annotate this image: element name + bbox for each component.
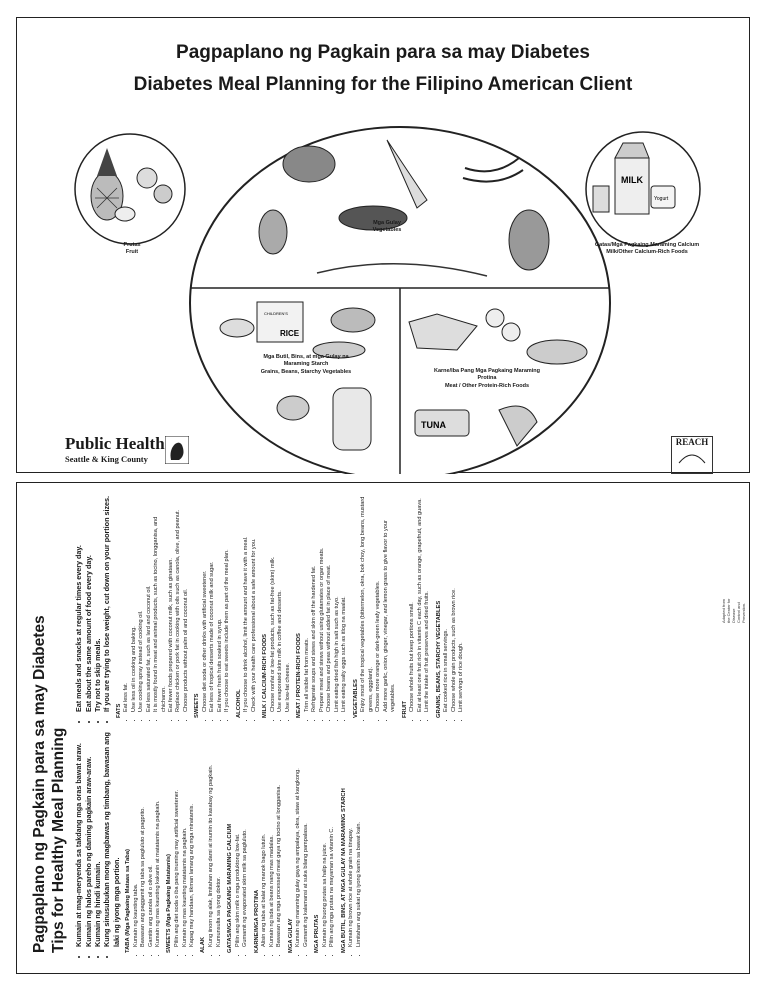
vegetables-label: [357, 220, 417, 235]
section-list: [304, 493, 349, 718]
section-heading: MGA BUTIL, BINS, AT MGA GULAY NA MARAMING STARCH: [340, 788, 347, 953]
section-item: • Choose diet soda or other drinks with artificial sweetener.: [202, 493, 209, 712]
lead-item: • Kumain at mag-meryenda sa takdang mga oras bawat araw.: [74, 728, 83, 947]
bread-icon: [277, 396, 309, 420]
section-item: • Limit eating dried fish high in salt such as tuyo.: [334, 493, 341, 712]
section-item: • Limitahan ang sukat ng iyong kanin sa bawat kain.: [356, 728, 363, 947]
section-item: • Kung iinom ng alak, limitahan ang dami at inumin ito kasabay ng pagkain.: [208, 728, 215, 947]
section-heading: VEGETABLES: [352, 679, 359, 718]
grains-label: [251, 354, 361, 376]
section-heading: GRAINS, BEANS, STARCHY VEGETABLES: [435, 600, 442, 718]
reach-logo: [671, 436, 713, 474]
reach-logo-icon: [677, 447, 707, 465]
egg-icon: [486, 309, 504, 327]
section-heading: SWEETS: [194, 693, 201, 718]
mango-icon: [115, 207, 135, 221]
section-item: • Eat at least one fruit rich in vitamin C each day, such as orange, grapefruit, and guava.: [417, 493, 424, 712]
lead-item: • Kumain ng hindi kumain.: [93, 728, 102, 947]
yogurt-label: Yogurt: [654, 196, 669, 202]
section-item: • Piliin ang diet soda o iba pang inuming may artificial sweetener.: [174, 728, 181, 947]
section-item: • Limit the intake of fruit preserves and dried fruits.: [424, 493, 431, 712]
section-item: • Eat cooked rice in small servings.: [443, 493, 450, 712]
glass-icon: [593, 186, 609, 212]
section-list: [235, 728, 250, 953]
fish-steak-icon: [527, 340, 587, 364]
section-heading: TABA (Mga Pagkaing Mataas sa Taba): [124, 849, 131, 953]
fruit-label-english: Fruit: [125, 249, 139, 256]
section-heading: ALCOHOL: [235, 689, 242, 718]
section-item: • Piliin ang mga prutas na mayaman sa vitamin C.: [329, 728, 336, 947]
section-heading: SWEETS (Mga Pagkaing Matatamis): [166, 854, 173, 953]
section-item: • Limit servings of rice dough.: [458, 493, 465, 712]
orange-icon: [137, 168, 157, 188]
section-item: • Kumain ng isda at beans nang mas madalas.: [269, 728, 276, 947]
meat-label-english: Meat / Other Protein-Rich Foods: [444, 382, 530, 389]
grains-label-tagalog: Mga Butil, Bins, at mga Gulay na Maraming Starch: [263, 354, 349, 368]
section-item: • Choose nonfat or low-fat products, such as fat-free (skim) milk.: [270, 493, 277, 712]
section-item: • Eat fewer foods prepared with coconut milk, such as ginataan.: [168, 493, 175, 712]
egg-icon: [502, 323, 520, 341]
section-list: [409, 493, 431, 718]
section-item: • Limit eating salty eggs such as itlog na maalat.: [341, 493, 348, 712]
fruit-label-tagalog: Prutas: [123, 242, 141, 248]
vegetables-label-tagalog: Mga Gulay: [373, 220, 401, 226]
tagalog-lead-list: [74, 728, 121, 953]
section-list: [208, 728, 223, 953]
section-item: • Use evaporated skim milk in coffee and desserts.: [277, 493, 284, 712]
tips-title-tagalog: Pagpaplano ng Pagkain para sa may Diabetes: [31, 615, 48, 953]
section-item: • Gamitin ang canola oil o olive oil.: [148, 728, 155, 947]
english-column: [74, 493, 465, 718]
section-list: [202, 493, 232, 718]
section-item: • Kumain ng kaunting taba.: [133, 728, 140, 947]
section-item: • Choose more orange or dark-green leafy vegetables.: [375, 493, 382, 712]
cabbage-icon: [283, 146, 335, 182]
section-heading: FRUIT: [401, 700, 408, 718]
lead-item: • Eat meals and snacks at regular times every day.: [74, 493, 83, 712]
section-list: [270, 493, 292, 718]
lead-item: • If you are trying to lose weight, cut down on your portion sizes.: [102, 493, 111, 712]
section-heading: GATAS/MGA PAGKAING MARAMING CALCIUM: [227, 823, 234, 953]
section-item: • Gumamit ng kalamansi at suka bilang pampalasa.: [303, 728, 310, 947]
section-item: • Enjoy most of the tropical vegetables (bittermelon, okra, bok choy, long beans, mustard greens, eggplant).: [360, 493, 375, 712]
section-item: • Choose products without palm oil and coconut oil.: [183, 493, 190, 712]
section-item: • Gumamit ng evaporated skim milk sa pagluluto.: [242, 728, 249, 947]
section-item: • Trim all visible fat from meats.: [304, 493, 311, 712]
section-list: [295, 728, 310, 953]
tips-sheet-content: [17, 483, 747, 971]
section-list: [443, 493, 465, 718]
section-item: • Use less oil in cooking and baking.: [131, 493, 138, 712]
apple-icon: [154, 185, 172, 203]
fruit-label: [107, 242, 157, 257]
poster-title-tagalog: Pagpaplano ng Pagkain para sa may Diabetes: [176, 42, 590, 63]
section-list: [174, 728, 196, 953]
section-item: • Bawasan ang mga processed meat gaya ng tocino at longganisa.: [276, 728, 283, 947]
section-item: • Eat less fat.: [123, 493, 130, 712]
section-item: • Piliin ang skim milk o mga produktong low-fat.: [235, 728, 242, 947]
meal-plan-poster: [16, 17, 750, 473]
section-heading: FATS: [115, 703, 122, 718]
tagalog-sections: [125, 728, 363, 953]
taro-icon: [331, 308, 375, 332]
logo-title: Public Health: [65, 434, 165, 453]
tips-title-english: Tips for Healthy Meal Planning: [49, 727, 67, 953]
section-item: • If you choose to drink alcohol, limit the amount and have it with a meal.: [243, 493, 250, 712]
tips-title: [31, 493, 68, 953]
section-item: • Choose whole fruits but keep portions small.: [409, 493, 416, 712]
lead-item: • Kumain ng halos pareho ng daming pagkain araw-araw.: [84, 728, 93, 947]
section-list: [123, 493, 190, 718]
public-health-logo: [65, 434, 165, 464]
section-item: • Kumain ng mas kaunting matatamis na pagkain.: [182, 728, 189, 947]
section-heading: MGA GULAY: [287, 918, 294, 953]
milk-carton-label: MILK: [621, 175, 643, 185]
rice-bag-brand: CHILDREN'S: [264, 311, 288, 316]
section-item: • Prepare meat and stews without using glutamates or organ meats.: [319, 493, 326, 712]
section-list: [348, 728, 363, 953]
section-item: • Kumunsulta sa iyong doktor.: [216, 728, 223, 947]
section-item: • Refrigerate soups and stews and skim off the hardened fat.: [311, 493, 318, 712]
english-lead-list: [74, 493, 111, 718]
section-item: • Use low-fat cheese.: [285, 493, 292, 712]
section-item: • If you choose to eat sweets include them as part of the meal plan.: [224, 493, 231, 712]
meat-label: [427, 368, 547, 390]
section-item: • Bawasan ang paggamit ng taba sa pagluluto at pagprito.: [140, 728, 147, 947]
milk-label-english: Milk/Other Calcium-Rich Foods: [606, 249, 688, 256]
section-item: • Alisin ang taba at balat ng manok bago lutuin.: [261, 728, 268, 947]
section-item: • Kapag may handaan, tikman lamang ang mga minatamis.: [189, 728, 196, 947]
english-sections: [116, 493, 466, 718]
noodles-icon: [333, 388, 371, 450]
section-item: • Kumain ng buong prutas sa halip na juice.: [322, 728, 329, 947]
reach-logo-text: REACH: [675, 437, 709, 447]
section-item: • Kumain ng brown rice at whole grain na tinapay.: [348, 728, 355, 947]
milk-label-tagalog: Gatas/Mga Pagkaing Maraming Calcium: [594, 242, 700, 248]
section-item: • It is mostly found in meat and animal products, such as tocino, longganisa, and chicharon.: [153, 493, 168, 712]
section-item: • Kumain ng mas kaunting kakanin at matatamis na pagkain.: [155, 728, 162, 947]
fine-print: Adapted from the Center for Disease Control and Prevention.: [721, 598, 746, 623]
bok-choy-icon: [509, 210, 549, 270]
tuna-can-label: TUNA: [421, 420, 446, 430]
vegetables-label-english: Vegetables: [372, 227, 402, 234]
meat-label-tagalog: Karne/Iba Pang Mga Pagkaing Maraming Protina: [433, 368, 541, 382]
section-item: • Add more garlic, onion, ginger, vinegar, and lemon grass to give flavor to your vegetables.: [383, 493, 398, 712]
bitter-melon-icon: [259, 210, 287, 254]
section-item: • Eat fewer fresh fruits soaked in syrup.: [217, 493, 224, 712]
rice-bag-label: RICE: [280, 329, 300, 338]
section-list: [322, 728, 337, 953]
rice-bowl-icon: [220, 319, 254, 337]
lead-item: • Kung sinusubukan mong magbawas ng timbang, bawasan ang laki ng iyong mga portion.: [102, 728, 121, 947]
logo-subtitle: Seattle & King County: [65, 454, 148, 464]
section-heading: MGA PRUTAS: [314, 914, 321, 953]
section-heading: ALAK: [200, 936, 207, 953]
section-heading: MILK / CALCIUM-RICH FOODS: [262, 633, 269, 718]
section-item: • Eat less of tropical desserts made of coconut milk and sugar.: [209, 493, 216, 712]
tips-sheet: [16, 482, 750, 974]
king-county-logo-icon: [165, 436, 189, 464]
milk-label: [577, 242, 717, 257]
section-item: • Choose whole grain products, such as brown rice.: [451, 493, 458, 712]
section-heading: MEAT / PROTEIN-RICH FOODS: [296, 633, 303, 718]
section-item: • Replace chicken or pork fat in cooking with oils such as canola, olive, and peanut.: [175, 493, 182, 712]
section-item: • Check with your health care professional about a safe amount for you.: [251, 493, 258, 712]
grains-label-english: Grains, Beans, Starchy Vegetables: [260, 368, 352, 375]
section-list: [360, 493, 397, 718]
section-item: • Eat less saturated fat, such as lard and coconut oil.: [146, 493, 153, 712]
poster-title-english: Diabetes Meal Planning for the Filipino American Client: [133, 74, 633, 95]
section-list: [261, 728, 283, 953]
section-item: • Use cooking spray instead of cooking oil.: [138, 493, 145, 712]
section-item: • Kumain ng maraming gulay gaya ng ampalaya, okra, sitaw at kangkong.: [295, 728, 302, 947]
section-list: [133, 728, 163, 953]
tagalog-column: [74, 728, 465, 953]
section-list: [243, 493, 258, 718]
lead-item: • Try not to skip meals.: [93, 493, 102, 712]
section-item: • Choose beans and peas without added fat in place of meat.: [326, 493, 333, 712]
section-heading: KARNE/MGA PROTINA: [253, 889, 260, 953]
lead-item: • Eat about the same amount of food every day.: [84, 493, 93, 712]
